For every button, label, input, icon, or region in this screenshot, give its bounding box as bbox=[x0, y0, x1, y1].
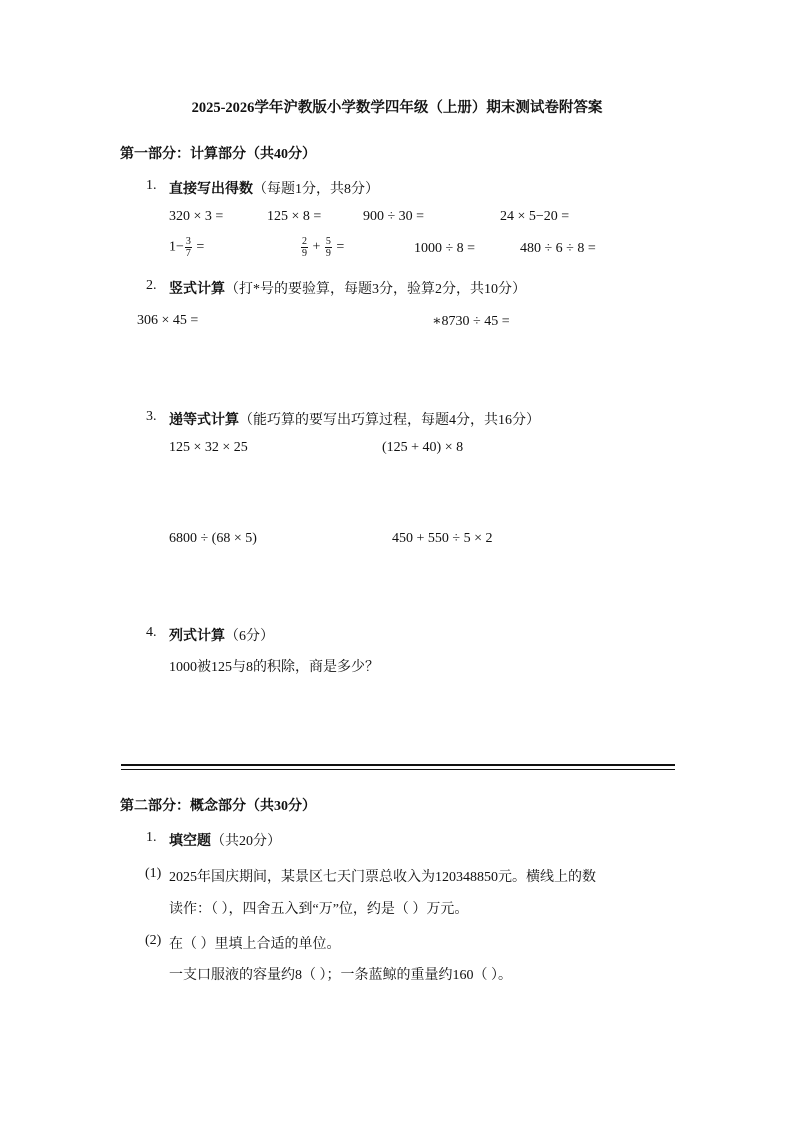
q4-number: 4. bbox=[146, 625, 157, 640]
section-divider-thick bbox=[121, 764, 675, 766]
fraction: $\frac{5}{9}$ bbox=[325, 236, 331, 259]
q3-item-2: (125 + 40) × 8 bbox=[382, 440, 464, 455]
q1-note: （每题1分，共8分） bbox=[253, 182, 379, 197]
fraction: $\frac{2}{9}$ bbox=[302, 236, 307, 259]
q3-heading bbox=[169, 409, 540, 429]
part1-heading: 第一部分：计算部分（共40分） bbox=[120, 147, 316, 162]
q1-item-8: 480 ÷ 6 ÷ 8 = bbox=[520, 241, 596, 256]
p2-q1-number: 1. bbox=[146, 830, 157, 845]
q3-item-4: 450 + 550 ÷ 5 × 2 bbox=[392, 531, 493, 546]
q1-item-5: 1− $\frac{3}{7}$ = bbox=[169, 236, 205, 259]
q2-number: 2. bbox=[146, 278, 157, 293]
q3-item-1: 125 × 32 × 25 bbox=[169, 440, 248, 455]
q3-note: （能巧算的要写出巧算过程，每题4分，共16分） bbox=[239, 413, 540, 428]
q1-name: 直接写出得数 bbox=[169, 182, 253, 197]
q4-name: 列式计算 bbox=[169, 629, 225, 644]
q2-note: （打*号的要验算，每题3分，验算2分，共10分） bbox=[225, 282, 526, 297]
q2-item-2: ∗8730 ÷ 45 = bbox=[432, 314, 510, 329]
q3-number: 3. bbox=[146, 409, 157, 424]
p2-q1-note: （共20分） bbox=[211, 834, 281, 849]
sub2-number: (2) bbox=[145, 933, 162, 948]
q4-note: （6分） bbox=[225, 629, 274, 644]
section-divider-thin bbox=[121, 769, 675, 770]
q1-number: 1. bbox=[146, 178, 157, 193]
q2-heading bbox=[169, 278, 526, 298]
q1-item-4: 24 × 5−20 = bbox=[500, 209, 570, 224]
q3-item-3: 6800 ÷ (68 × 5) bbox=[169, 531, 257, 546]
sub1-line1: 2025年国庆期间，某景区七天门票总收入为120348850元。横线上的数 bbox=[169, 870, 596, 885]
q2-name: 竖式计算 bbox=[169, 282, 225, 297]
sub1-number: (1) bbox=[145, 866, 162, 881]
p2-q1-name: 填空题 bbox=[169, 834, 211, 849]
q1-item-7: 1000 ÷ 8 = bbox=[414, 241, 476, 256]
q1-item-3: 900 ÷ 30 = bbox=[363, 209, 425, 224]
q1-item-1: 320 × 3 = bbox=[169, 209, 224, 224]
sub1-line2: 读作：（ ），四舍五入到“万”位，约是（ ）万元。 bbox=[169, 902, 469, 917]
q2-item-1: 306 × 45 = bbox=[137, 313, 199, 328]
q1-item-6: $\frac{2}{9}$ + $\frac{5}{9}$ = bbox=[302, 236, 345, 259]
q4-heading bbox=[169, 625, 274, 645]
q1-heading bbox=[169, 178, 379, 198]
fraction: $\frac{3}{7}$ bbox=[185, 236, 191, 259]
q3-name: 递等式计算 bbox=[169, 413, 239, 428]
p2-q1-heading bbox=[169, 830, 281, 850]
sub2-line1: 在（ ）里填上合适的单位。 bbox=[169, 937, 341, 952]
part2-heading: 第二部分：概念部分（共30分） bbox=[120, 799, 316, 814]
q1-item-2: 125 × 8 = bbox=[267, 209, 322, 224]
q4-question: 1000被125与8的积除，商是多少？ bbox=[169, 660, 379, 675]
document-title: 2025-2026学年沪教版小学数学四年级（上册）期末测试卷附答案 bbox=[191, 100, 603, 116]
sub2-line2: 一支口服液的容量约8（ ）；一条蓝鲸的重量约160（ ）。 bbox=[169, 968, 512, 983]
